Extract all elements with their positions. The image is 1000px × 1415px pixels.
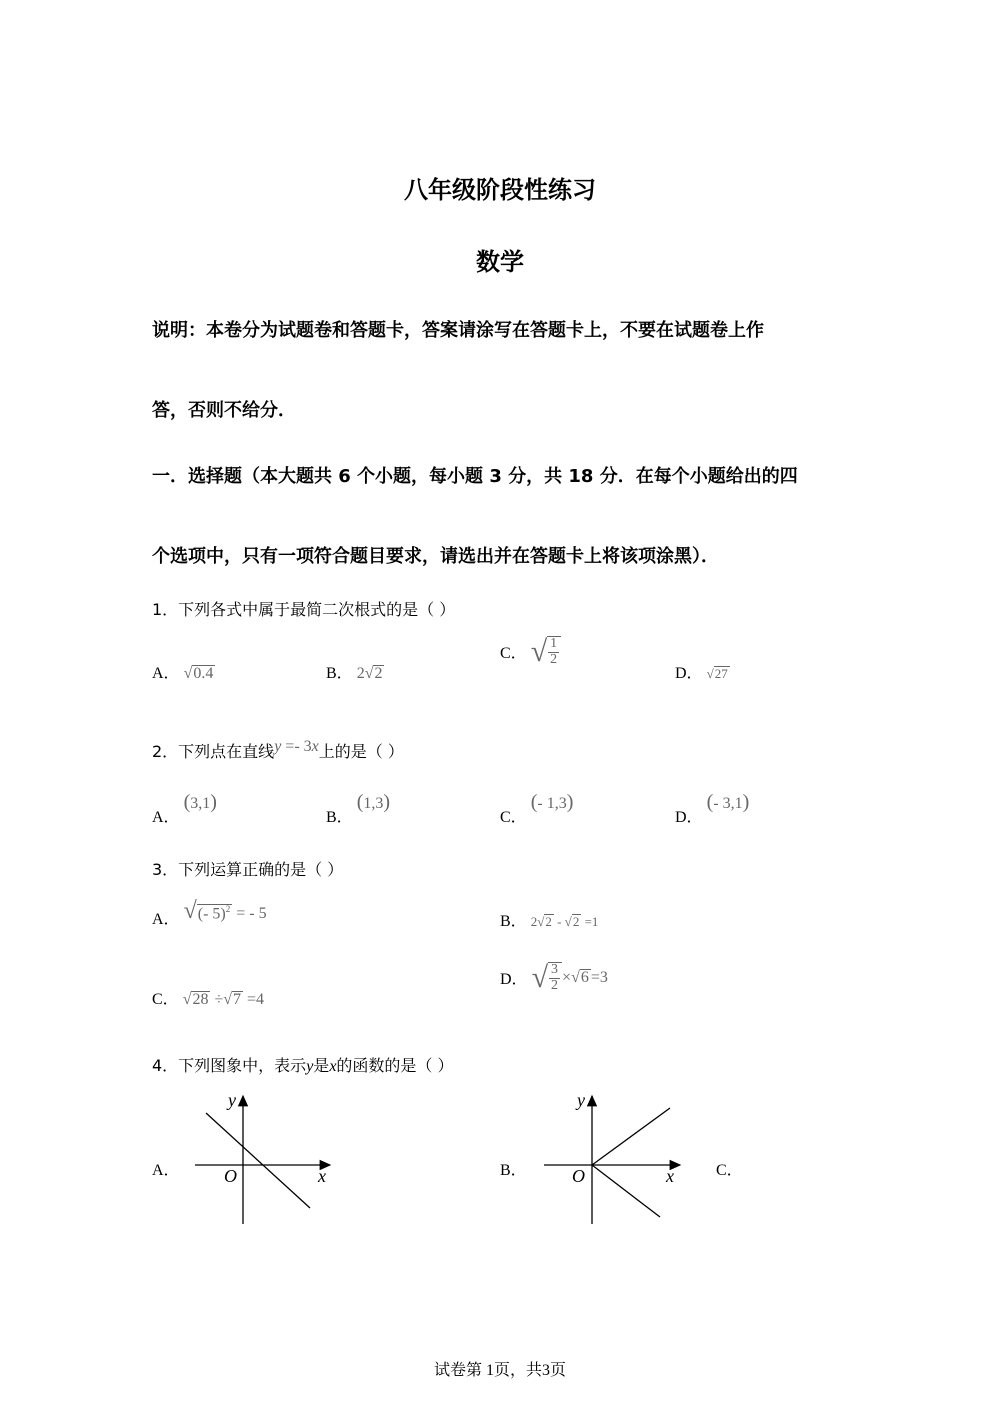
q3-option-d[interactable] xyxy=(500,962,608,993)
q3-option-a-math: √(- 5)$^2$ = - 5 xyxy=(183,898,267,924)
q1-option-a[interactable] xyxy=(152,660,215,683)
option-label: C． xyxy=(500,645,527,663)
q2-option-d-point: (- 3,1) xyxy=(706,791,750,813)
q2-option-a-point: (3,1) xyxy=(183,791,217,813)
function-line xyxy=(206,1113,310,1208)
q3-option-a[interactable] xyxy=(152,898,267,931)
q4-option-a-graph[interactable] xyxy=(190,1088,340,1228)
x-axis-label: x xyxy=(666,1166,674,1186)
q3-option-b-math: 2√2 - √2 =1 xyxy=(530,914,599,929)
x-axis-label: x xyxy=(318,1166,326,1186)
q4-option-b-label[interactable]: B． xyxy=(500,1162,527,1179)
q1-option-a-math: √0.4 xyxy=(183,665,214,682)
question-3-stem: 3．下列运算正确的是（ ） xyxy=(152,860,344,879)
q2-option-a[interactable] xyxy=(152,791,217,828)
option-label: C． xyxy=(500,809,527,826)
q1-option-d[interactable] xyxy=(675,660,730,683)
option-label: A． xyxy=(152,911,180,928)
option-label: D． xyxy=(500,971,528,989)
option-label: A． xyxy=(152,809,180,826)
q4-option-c-label[interactable]: C． xyxy=(716,1162,743,1179)
exam-title: 八年级阶段性练习 xyxy=(404,176,596,204)
q2-option-c-point: (- 1,3) xyxy=(530,791,574,813)
y-axis-label: y xyxy=(577,1090,585,1110)
q4-option-b-graph[interactable] xyxy=(540,1088,690,1228)
instructions-line-2: 答，否则不给分． xyxy=(152,400,296,421)
q2-option-d[interactable] xyxy=(675,791,750,828)
origin-label: O xyxy=(572,1166,585,1186)
question-1-stem: 1．下列各式中属于最简二次根式的是（ ） xyxy=(152,600,456,619)
option-label: A． xyxy=(152,665,180,682)
q3-option-d-math: √ $\frac{3}{2}$ × √ 6 =3 xyxy=(531,960,608,994)
option-label: B． xyxy=(500,913,527,930)
subject-title: 数学 xyxy=(476,248,524,276)
q2-option-b[interactable] xyxy=(326,791,391,828)
q2-option-c[interactable] xyxy=(500,791,574,828)
option-label: C． xyxy=(152,991,179,1008)
origin-label: O xyxy=(224,1166,237,1186)
instructions-line-1: 说明：本卷分为试题卷和答题卡，答案请涂写在答题卡上，不要在试题卷上作 xyxy=(152,320,764,341)
section-1-line-2: 个选项中，只有一项符合题目要求，请选出并在答题卡上将该项涂黑）． xyxy=(152,546,719,567)
q3-option-b[interactable] xyxy=(500,908,598,931)
y-axis-label: y xyxy=(228,1090,236,1110)
q1-option-c[interactable] xyxy=(500,636,561,667)
q1-option-b-math: 2√2 xyxy=(356,665,383,682)
q1-option-c-math: √ $\frac{1}{2}$ xyxy=(531,636,561,667)
q3-option-c[interactable] xyxy=(152,986,264,1009)
q1-option-d-math: √27 xyxy=(706,666,728,681)
upper-branch-line xyxy=(592,1108,670,1165)
q3-option-c-math: √28 ÷√7 =4 xyxy=(182,991,265,1008)
q2-option-b-point: (1,3) xyxy=(356,791,391,813)
option-label: D． xyxy=(675,665,703,682)
option-label: B． xyxy=(326,809,353,826)
question-2-stem: 2．下列点在直线y =- 3x上的是（ ） xyxy=(152,738,404,761)
q1-option-b[interactable] xyxy=(326,660,384,683)
section-1-line-1: 一．选择题（本大题共 6 个小题，每小题 3 分，共 18 分．在每个小题给出的四 xyxy=(152,466,798,487)
question-4-stem: 4．下列图象中，表示y是x的函数的是（ ） xyxy=(152,1056,454,1075)
option-label: B． xyxy=(326,665,353,682)
lower-branch-line xyxy=(592,1165,660,1217)
q4-option-a-label[interactable]: A． xyxy=(152,1162,180,1179)
page-footer: 试卷第 1页，共3页 xyxy=(433,1362,566,1379)
option-label: D． xyxy=(675,809,703,826)
